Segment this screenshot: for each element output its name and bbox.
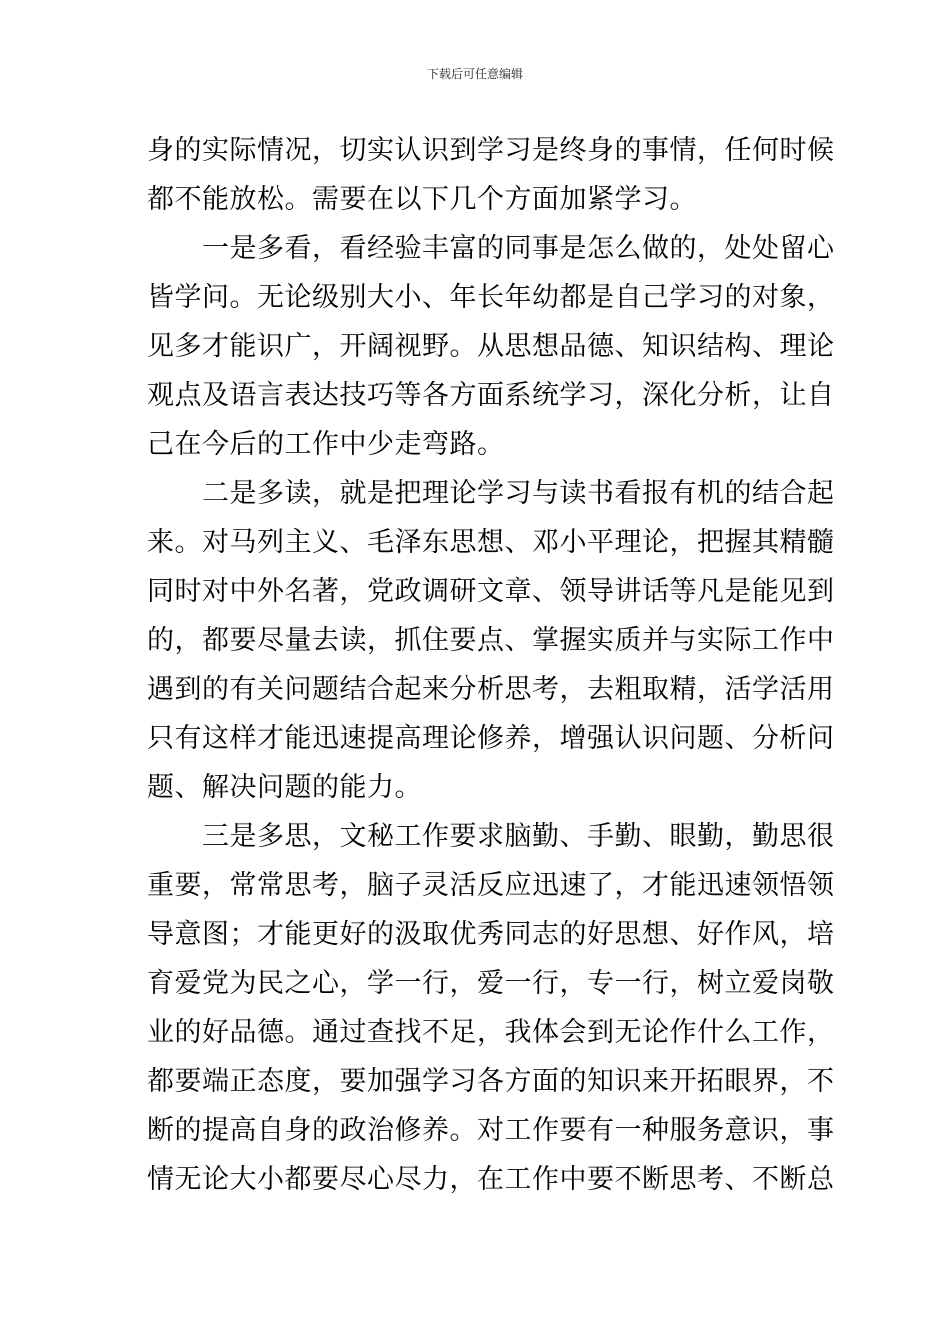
text-line: 情无论大小都要尽心尽力，在工作中要不断思考、不断总: [147, 1164, 835, 1195]
text-line: 己在今后的工作中少走弯路。: [147, 429, 505, 460]
document-body: [147, 126, 835, 1204]
text-line: 育爱党为民之心，学一行，爱一行，专一行，树立爱岗敬: [147, 968, 835, 999]
text-line: 一是多看，看经验丰富的同事是怎么做的，处处留心: [147, 233, 835, 264]
text-line: 断的提高自身的政治修养。对工作要有一种服务意识，事: [147, 1115, 835, 1146]
text-line: 遇到的有关问题结合起来分析思考，去粗取精，活学活用: [147, 674, 835, 705]
text-line: 都不能放松。需要在以下几个方面加紧学习。: [147, 184, 697, 215]
text-line: 身的实际情况，切实认识到学习是终身的事情，任何时候: [147, 135, 835, 166]
text-line: 只有这样才能迅速提高理论修养，增强认识问题、分析问: [147, 723, 835, 754]
page-header: 下载后可任意编辑: [426, 67, 523, 81]
text-line: 皆学问。无论级别大小、年长年幼都是自己学习的对象，: [147, 282, 835, 313]
text-line: 见多才能识广，开阔视野。从思想品德、知识结构、理论: [147, 331, 835, 362]
text-line: 导意图；才能更好的汲取优秀同志的好思想、好作风，培: [147, 919, 835, 950]
text-line: 重要，常常思考，脑子灵活反应迅速了，才能迅速领悟领: [147, 870, 835, 901]
text-line: 同时对中外名著，党政调研文章、领导讲话等凡是能见到: [147, 576, 835, 607]
text-line: 观点及语言表达技巧等各方面系统学习，深化分析，让自: [147, 380, 835, 411]
text-line: 三是多思，文秘工作要求脑勤、手勤、眼勤，勤思很: [147, 821, 835, 852]
text-line: 的，都要尽量去读，抓住要点、掌握实质并与实际工作中: [147, 625, 835, 656]
text-line: 来。对马列主义、毛泽东思想、邓小平理论，把握其精髓: [147, 527, 835, 558]
text-line: 二是多读，就是把理论学习与读书看报有机的结合起: [147, 478, 835, 509]
text-line: 题、解决问题的能力。: [147, 772, 422, 803]
text-line: 都要端正态度，要加强学习各方面的知识来开拓眼界，不: [147, 1066, 835, 1097]
text-line: 业的好品德。通过查找不足，我体会到无论作什么工作，: [147, 1017, 835, 1048]
